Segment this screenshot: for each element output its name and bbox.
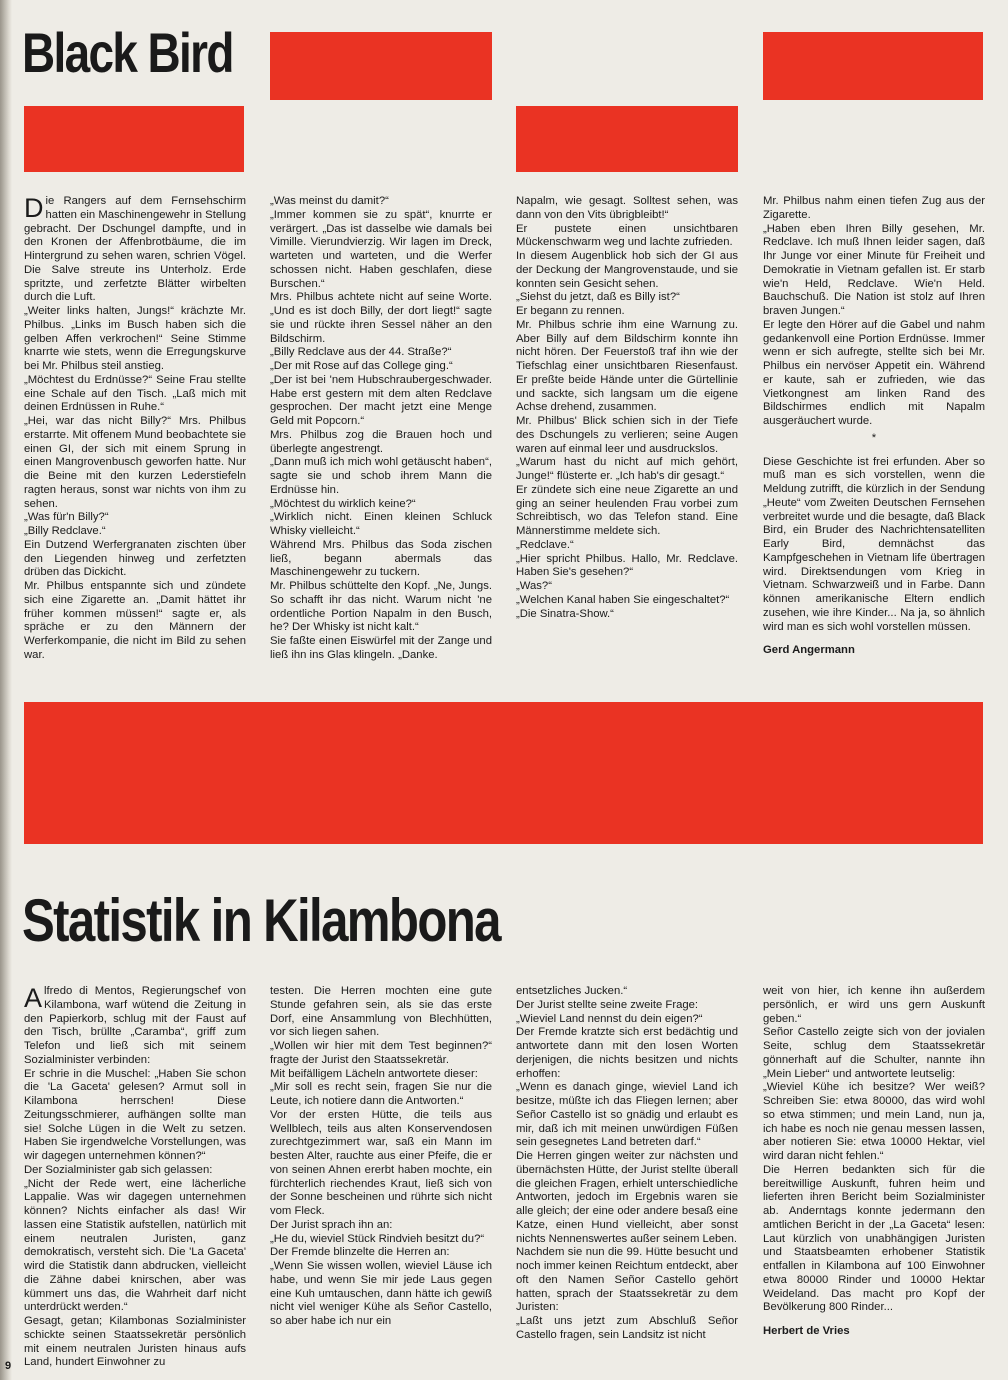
paragraph: „Dann muß ich mich wohl getäuscht haben“, sagte sie und schob ihrem Mann die Erdnüsse hin. (270, 456, 492, 496)
article2-column-4 (763, 985, 985, 1339)
paragraph: Er legte den Hörer auf die Gabel und nahm gedankenvoll eine Portion Erdnüsse. Immer wenn er sich aufregte, stellte sich bei Mr. Philbus ein nervöser Appetit ein. Während er kaute, sah er zufrieden, wie das Vietkongnest am linken Rand des Bildschirmes endlich mit Napalm ausgeräuchert wurde. (763, 318, 985, 427)
article1-column-4 (763, 195, 985, 658)
paragraph: Sie faßte einen Eiswürfel mit der Zange und ließ ihn ins Glas klingeln. „Danke. (270, 635, 492, 661)
binding-shadow (0, 0, 12, 1380)
paragraph: „Wieviel Kühe ich besitze? Wer weiß? Schreiben Sie: etwa 80000, das wird wohl so etwa stimmen; und mein Land, nun ja, ich habe es noch nie genau messen lassen, aber notieren Sie: etwa 10000 Hektar, viel wird daran nicht fehlen.“ (763, 1081, 985, 1162)
page-number: 9 (5, 1360, 12, 1372)
paragraph: Er begann zu rennen. (516, 305, 625, 317)
paragraph: Ein Dutzend Werfergranaten zischten über den Liegenden hinweg und zerfetzten drüben das Dickicht. (24, 538, 246, 579)
paragraph: Vor der ersten Hütte, die teils aus Wellblech, teils aus alten Konservendosen zurechtgezimmert war, saß ein Mann im besten Alter, rauchte aus einer Pfeife, die er von seinen Ahnen ererbt haben mochte, ein fürchterlich riechendes Kraut, ließ sich von der Sonne bescheinen und rührte sich nicht vom Fleck. (270, 1108, 492, 1217)
paragraph: entsetzliches Jucken.“ (516, 985, 628, 997)
paragraph: Mr. Philbus nahm einen tiefen Zug aus der Zigarette. (763, 195, 985, 221)
paragraph: testen. Die Herren mochten eine gute Stunde gefahren sein, als sie das erste Dorf, eine Ansammlung von Blechhütten, vor sich liegen sahen. (270, 985, 492, 1039)
paragraph: „Hier spricht Philbus. Hallo, Mr. Redclave. Haben Sie's gesehen?“ (516, 552, 738, 579)
paragraph: Der Jurist sprach ihn an: (270, 1218, 393, 1231)
paragraph: „Was meinst du damit?“ (270, 195, 389, 207)
paragraph: Mrs. Philbus zog die Brauen hoch und überlegte angestrengt. (270, 428, 492, 455)
author-byline: Gerd Angermann (763, 644, 855, 657)
dropcap-a: A (24, 983, 43, 1013)
red-block-mid-1 (24, 106, 244, 172)
paragraph: Der Fremde kratzte sich erst bedächtig und antwortete dann mit den losen Worten derjenigen, die nichts besitzen und nichts erhoffen: (516, 1026, 738, 1080)
paragraph: „Möchtest du Erdnüsse?“ Seine Frau stellte eine Schale auf den Tisch. „Laß mich mit deinen Erdnüssen in Ruhe.“ (24, 373, 246, 414)
red-band-divider (24, 702, 983, 844)
editorial-note: Diese Geschichte ist frei erfunden. Aber so muß man es sich vorstellen, wenn die Meldung zutrifft, die kürzlich in der Sendung „Heute“ vom Zweiten Deutschen Fernsehen verbreitet wurde und die besagte, daß Black Bird, ein Bruder des Nachrichtensatelliten Early Bird, demnächst das Kampfgeschehen in Vietnam life übertragen wird. Direktsendungen vom Krieg in Vietnam. Schwarzweiß und in Farbe. Dann können amerikanische Eltern endlich zusehen, wie ihre Kinder... Na ja, so ähnlich wird man es sich wohl vorstellen müssen. (763, 455, 985, 633)
paragraph: weit von hier, ich kenne ihn außerdem persönlich, er wird uns gern Auskunft geben.“ (763, 985, 985, 1025)
paragraph: „Mir soll es recht sein, fragen Sie nur die Leute, ich notiere dann die Antworten.“ (270, 1081, 492, 1107)
red-block-top-2 (763, 32, 983, 100)
paragraph: „Weiter links halten, Jungs!“ krächzte Mr. Philbus. „Links im Busch haben sich die gelben Affen verkrochen!“ Seine Stimme knarrte wie stets, wenn die Erregungskurve bei Mr. Philbus steil anstieg. (24, 305, 246, 372)
paragraph: „Wirklich nicht. Einen kleinen Schluck Whisky vielleicht.“ (270, 511, 492, 537)
paragraph: „Der mit Rose auf das College ging.“ (270, 360, 453, 372)
paragraph: Mrs. Philbus achtete nicht auf seine Worte. „Und es ist doch Billy, der dort liegt!“ sagte sie und rückte ihren Sessel näher an den Bildschirm. (270, 291, 492, 345)
paragraph: „Billy Redclave aus der 44. Straße?“ (270, 346, 452, 359)
paragraph: „Redclave.“ (516, 538, 574, 551)
paragraph: „Was?“ (516, 580, 552, 592)
paragraph: Er schrie in die Muschel: „Haben Sie schon die 'La Gaceta' gelesen? Armut soll in Kilambona herrschen! Diese Zeitungsschmierer, aufhängen sollte man sie! Solche Lügen in die Welt zu setzen. Haben Sie irgendwelche Vorstellungen, was wir dagegen unternehmen können?“ (24, 1067, 246, 1162)
paragraph: „Was für'n Billy?“ (24, 511, 109, 524)
paragraph: „Nicht der Rede wert, eine lächerliche Lappalie. Was wir dagegen unternehmen können? Nichts einfacher als das! Wir lassen eine Statistik aufstellen, natürlich mit einem neutralen Juristen, ganz demokratisch, versteht sich. Die 'La Gaceta' wird die Statistik dann abdrucken, vielleicht die Zähne dabei knirschen, aber was kümmert uns das, die Wahrheit darf nicht unterdrückt werden.“ (24, 1177, 246, 1314)
paragraph: „He du, wieviel Stück Rindvieh besitzt du?“ (270, 1232, 485, 1245)
article1-column-1 (24, 195, 246, 663)
paragraph: lfredo di Mentos, Regierungschef von Kilambona, warf wütend die Zeitung in den Papierkorb, schlug mit der Faust auf den Tisch, brüllte „Caramba“, griff zum Telefon und ließ sich mit seinem Sozialminister verbinden: (24, 985, 246, 1066)
paragraph: Mr. Philbus schrie ihm eine Warnung zu. Aber Billy auf dem Bildschirm konnte ihn nicht hören. Der Feuerstoß traf ihn wie der Tiefschlag einer unsichtbaren Riesenfaust. Er preßte beide Hände unter die Gürtellinie und sackte, sich langsam um die eigene Achse drehend, zusammen. (516, 318, 738, 414)
paragraph: „Haben eben Ihren Billy gesehen, Mr. Redclave. Ich muß Ihnen leider sagen, daß Ihr Junge vor einer Minute für Freiheit und Demokratie in Vietnam gefallen ist. Er starb wie'n Held, Redclave. Wie'n Held. Bauchschuß. Die Nation ist stolz auf Ihren braven Jungen.“ (763, 222, 985, 317)
red-block-mid-2 (516, 106, 738, 172)
paragraph: Die Herren gingen weiter zur nächsten und übernächsten Hütte, der Jurist stellte überall die gleichen Fragen, erhielt unterschiedliche Antworten, jedoch im Ergebnis waren sie alle gleich; der eine oder andere besaß eine Katze, einen Hund vielleicht, aber sonst nichts Nennenswertes außer seinem Leben. (516, 1150, 738, 1245)
paragraph: Mit beifälligem Lächeln antwortete dieser: (270, 1067, 478, 1080)
paragraph: „Immer kommen sie zu spät“, knurrte er verärgert. „Das ist dasselbe wie damals bei Vimille. Vierundvierzig. Wir lagen im Dreck, warteten und warteten, und die Werfer schossen nicht. Haben geschlafen, diese Burschen.“ (270, 208, 492, 290)
paragraph: „Warum hast du nicht auf mich gehört, Junge!“ flüsterte er. „Ich hab's dir gesagt.“ (516, 456, 738, 482)
section-separator: * (871, 431, 877, 444)
paragraph: Señor Castello zeigte sich von der jovialen Seite, schlug dem Staatssekretär gönnerhaft auf die Schulter, nannte ihn „Mein Lieber“ und antwortete leutselig: (763, 1026, 985, 1080)
paragraph: „Siehst du jetzt, daß es Billy ist?“ (516, 291, 680, 304)
paragraph: Die Herren bedankten sich für die bereitwillige Auskunft, fuhren heim und lieferten ihren Bericht beim Sozialminister ab. Anderntags konnte jedermann den amtlichen Bericht in der „La Gaceta“ lesen: Laut kürzlich von unabhängigen Juristen und Staatsbeamten erhobener Statistik entfallen in Kilambona auf 100 Einwohner etwa 80000 Rinder und 10000 Hektar Weideland. Das macht pro Kopf der Bevölkerung 800 Rinder... (763, 1163, 985, 1314)
paragraph: „Wieviel Land nennst du dein eigen?“ (516, 1012, 703, 1025)
paragraph: Mr. Philbus entspannte sich und zündete sich eine Zigarette an. „Damit hättet ihr früher kommen müssen!“ sagte er, als spräche er zu den Männern der Werferkompanie, die nicht im Bild zu sehen war. (24, 580, 246, 661)
paragraph: Mr. Philbus' Blick schien sich in der Tiefe des Dschungels zu verlieren; seine Augen waren auf einmal leer und ausdruckslos. (516, 415, 738, 455)
article1-column-2 (270, 195, 492, 663)
dropcap-d: D (24, 193, 44, 223)
paragraph: Der Jurist stellte seine zweite Frage: (516, 998, 699, 1011)
paragraph: Er pustete einen unsichtbaren Mückenschwarm weg und lachte zufrieden. (516, 222, 738, 249)
paragraph: „Die Sinatra-Show.“ (516, 607, 614, 620)
paragraph: Gesagt, getan; Kilambonas Sozialminister schickte seinen Staatssekretär persönlich mit einem neutralen Juristen hinaus aufs Land, hundert Einwohner zu (24, 1315, 246, 1369)
paragraph: „Der ist bei 'nem Hubschraubergeschwader. Habe erst gestern mit dem alten Redclave gesprochen. Der macht jetzt eine Menge Geld mit Popcorn.“ (270, 373, 492, 427)
red-block-top-1 (270, 32, 492, 100)
paragraph: Während Mrs. Philbus das Soda zischen ließ, begann abermals das Maschinengewehr zu tuckern. (270, 538, 492, 579)
paragraph: „Wollen wir hier mit dem Test beginnen?“ fragte der Jurist den Staatssekretär. (270, 1040, 492, 1066)
article1-column-3 (516, 195, 738, 621)
paragraph: Napalm, wie gesagt. Solltest sehen, was dann von den Vits übrigbleibt!“ (516, 195, 738, 221)
paragraph: ie Rangers auf dem Fernsehschirm hatten ein Maschinengewehr in Stellung gebracht. Der Dschungel dampfte, und in den Kronen der Affenbrotbäume, die im Hintergrund zu sehen waren, schrien Vögel. Die Salve streute ins Unterholz. Erde spritzte, und zerfetzte Blätter wirbelten durch die Luft. (24, 195, 246, 304)
article-title-statistik: Statistik in Kilambona (22, 887, 500, 954)
article2-column-3 (516, 985, 738, 1343)
author-byline: Herbert de Vries (763, 1325, 850, 1337)
paragraph: Er zündete sich eine neue Zigarette an und ging an seiner heulenden Frau vorbei zum Schreibtisch, wo das Telefon stand. Eine Männerstimme meldete sich. (516, 483, 738, 537)
paragraph: „Wenn Sie wissen wollen, wieviel Läuse ich habe, und wenn Sie mir jede Laus gegen eine Kuh umtauschen, dann hätte ich gewiß nicht viel weniger Kühe als Señor Castello, so aber habe ich nur ein (270, 1260, 492, 1327)
article2-column-1 (24, 985, 246, 1370)
paragraph: „Möchtest du wirklich keine?“ (270, 497, 416, 510)
article-title-black-bird: Black Bird (22, 21, 233, 84)
paragraph: „Welchen Kanal haben Sie eingeschaltet?“ (516, 593, 730, 606)
paragraph: „Billy Redclave.“ (24, 525, 106, 537)
paragraph: Der Fremde blinzelte die Herren an: (270, 1246, 450, 1259)
paragraph: Mr. Philbus schüttelte den Kopf. „Ne, Jungs. So schafft ihr das nicht. Warum nicht 'ne ordentliche Portion Napalm in den Busch, he? Der Whisky ist nicht kalt.“ (270, 580, 492, 634)
paragraph: Der Sozialminister gab sich gelassen: (24, 1163, 213, 1176)
paragraph: „Wenn es danach ginge, wieviel Land ich besitze, müßte ich das Fliegen lernen; aber Señor Castello ist so gnädig und erlaubt es mir, daß ich mit meinen unwürdigen Füßen sein gesegnetes Land betreten darf.“ (516, 1081, 738, 1149)
paragraph: „Laßt uns jetzt zum Abschluß Señor Castello fragen, sein Landsitz ist nicht (516, 1315, 738, 1341)
article2-column-2 (270, 985, 492, 1329)
paragraph: „Hei, war das nicht Billy?“ Mrs. Philbus erstarrte. Mit offenem Mund beobachtete sie einen GI, der sich mit einem Sprung in einen Mangrovenbusch geworfen hatte. Nur die Beine mit den kurzen Lederstiefeln ragten heraus, sonst war nichts von ihm zu sehen. (24, 415, 246, 510)
paragraph: Nachdem sie nun die 99. Hütte besucht und noch immer keinen Reichtum entdeckt, aber oft den Namen Señor Castello gehört hatten, sprach der Staatssekretär zu dem Juristen: (516, 1246, 738, 1314)
paragraph: In diesem Augenblick hob sich der GI aus der Deckung der Mangrovenstaude, und sie konnten sein Gesicht sehen. (516, 250, 738, 290)
